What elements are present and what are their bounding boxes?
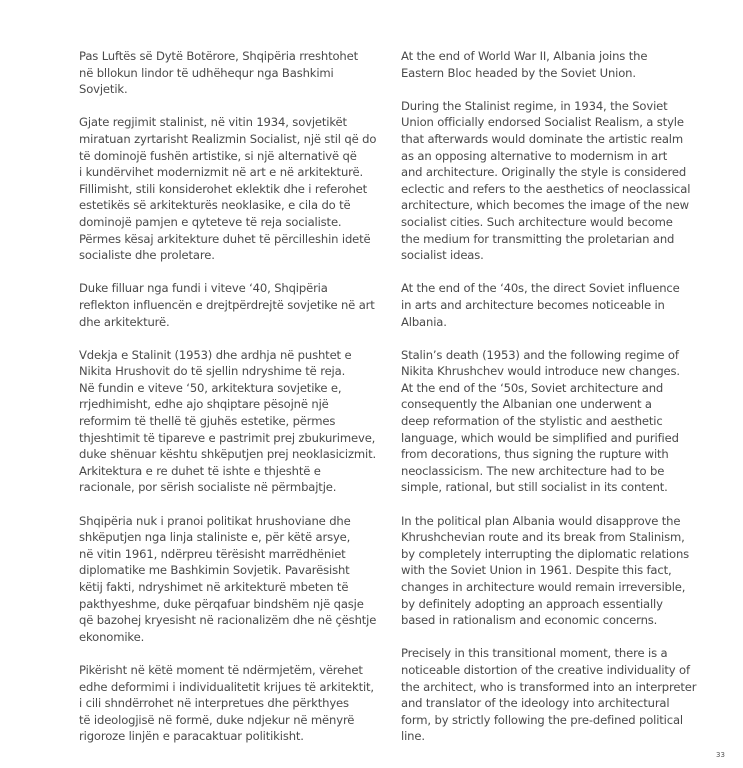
text-line: Në fundin e viteve ‘50, arkitektura sovjetike e, (79, 380, 342, 395)
text-line: simple, rational, but still socialist in its content. (401, 480, 668, 495)
text-line: the architect, who is transformed into an interpreter (401, 679, 697, 694)
text-line: consequently the Albanian one underwent a (401, 397, 652, 412)
text-line: Fillimisht, stili konsiderohet eklektik dhe i referohet (79, 181, 368, 196)
text-line: shkëputjen nga linja staliniste e, për këtë arsye, (79, 530, 351, 545)
paragraph (401, 645, 731, 745)
text-line: socialiste dhe proletare. (79, 248, 215, 263)
text-line: Precisely in this transitional moment, there is a (401, 646, 668, 661)
text-line: At the end of World War II, Albania joins the (401, 49, 648, 63)
text-line: Arkitektura e re duhet të ishte e thjeshtë e (79, 463, 321, 478)
text-line: racionale, por sërish socialiste në përmbajtje. (79, 480, 337, 495)
text-line: Shqipëria nuk i pranoi politikat hrushoviane dhe (79, 513, 351, 528)
text-line: as an opposing alternative to modernism in art (401, 148, 668, 163)
text-line: miratuan zyrtarisht Realizmin Socialist, një stil që do (79, 131, 377, 146)
text-line: Union officially endorsed Socialist Realism, a style (401, 115, 684, 130)
text-line: estetikës së arkitekturës neoklasike, e cila do të (79, 198, 351, 213)
paragraph (79, 280, 379, 330)
text-line: reflekton influencën e drejtpërdrejtë sovjetike në art (79, 297, 375, 312)
text-line: deep reformation of the stylistic and aesthetic (401, 414, 663, 429)
paragraph (79, 114, 379, 263)
text-line: thjeshtimit të tipareve e pastrimit prej zbukurimeve, (79, 430, 376, 445)
text-line: Përmes kësaj arkitekture duhet të përcilleshin idetë (79, 231, 371, 246)
text-line: During the Stalinist regime, in 1934, the Soviet (401, 98, 668, 113)
text-line: eclectic and refers to the aesthetics of neoclassical (401, 181, 691, 196)
text-line: in arts and architecture becomes noticeable in (401, 297, 665, 312)
text-line: architecture, which becomes the image of the new (401, 198, 689, 213)
paragraph (401, 280, 731, 330)
text-line: Duke filluar nga fundi i viteve ‘40, Shqipëria (79, 281, 328, 296)
text-line: At the end of the ‘40s, the direct Soviet influence (401, 281, 680, 296)
paragraph (401, 347, 731, 496)
albanian-text-column (79, 48, 379, 762)
text-line: që bazohej kryesisht në racionalizëm dhe në çështje (79, 613, 377, 628)
text-line: të ideologjisë në formë, duke ndjekur në mënyrë (79, 712, 355, 727)
text-line: noticeable distortion of the creative individuality of (401, 662, 690, 677)
text-line: and architecture. Originally the style is considered (401, 165, 687, 180)
text-line: socialist cities. Such architecture would become (401, 214, 673, 229)
text-line: Khrushchevian route and its break from Stalinism, (401, 530, 685, 545)
text-line: by definitely adopting an approach essentially (401, 596, 663, 611)
text-line: changes in architecture would remain irreversible, (401, 580, 686, 594)
text-line: form, by strictly following the pre-defined political (401, 712, 684, 727)
text-line: pakthyeshme, duke përqafuar bindshëm një qasje (79, 596, 364, 611)
text-line: ekonomike. (79, 629, 145, 644)
text-line: Eastern Bloc headed by the Soviet Union. (401, 65, 636, 80)
text-line: At the end of the ‘50s, Soviet architecture and (401, 380, 664, 395)
text-line: Nikita Hrushovit do të sjellin ndryshime të reja. (79, 364, 346, 379)
text-line: socialist ideas. (401, 248, 484, 263)
text-line: i kundërvihet modernizmit në art e në arkitekturë. (79, 165, 364, 180)
text-line: language, which would be simplified and purified (401, 430, 679, 445)
text-line: Stalin’s death (1953) and the following regime of (401, 347, 679, 362)
page-number: 33 (716, 751, 725, 759)
text-line: në bllokun lindor të udhëhequr nga Bashkimi (79, 65, 334, 80)
text-line: and translator of the ideology into architectural (401, 696, 670, 711)
text-line: Albania. (401, 314, 447, 329)
paragraph (401, 513, 731, 629)
text-line: with the Soviet Union in 1961. Despite this fact, (401, 563, 672, 578)
text-line: the medium for transmitting the proletarian and (401, 231, 675, 246)
paragraph (79, 513, 379, 646)
text-line: Pas Luftës së Dytë Botërore, Shqipëria rreshtohet (79, 49, 359, 63)
text-line: In the political plan Albania would disapprove the (401, 513, 681, 528)
text-line: dominojë pamjen e qyteteve të reja socialiste. (79, 214, 342, 229)
text-line: Nikita Khrushchev would introduce new changes. (401, 364, 680, 379)
text-line: në vitin 1961, ndërpreu tërësisht marrëdhëniet (79, 546, 346, 561)
text-line: Vdekja e Stalinit (1953) dhe ardhja në pushtet e (79, 347, 352, 362)
english-text-column (401, 48, 731, 762)
text-line: from decorations, thus signing the rupture with (401, 447, 669, 462)
paragraph (401, 48, 731, 81)
text-line: diplomatike me Bashkimin Sovjetik. Pavarësisht (79, 563, 350, 578)
text-line: based in rationalism and economic concerns. (401, 613, 658, 628)
paragraph (79, 347, 379, 496)
paragraph (79, 662, 379, 745)
text-line: duke shënuar kështu shkëputjen prej neoklasicizmit. (79, 447, 377, 462)
text-line: by completely interrupting the diplomatic relations (401, 546, 690, 561)
paragraph (401, 98, 731, 264)
text-line: dhe arkitekturë. (79, 314, 170, 329)
text-line: Sovjetik. (79, 82, 128, 97)
paragraph (79, 48, 379, 98)
text-line: line. (401, 729, 425, 744)
text-line: këtij fakti, ndryshimet në arkitekturë mbeten të (79, 580, 349, 594)
text-line: Gjate regjimit stalinist, në vitin 1934, sovjetikët (79, 115, 347, 130)
text-line: Pikërisht në këtë moment të ndërmjetëm, vërehet (79, 662, 363, 677)
text-line: reformim të thellë të gjuhës estetike, përmes (79, 414, 336, 429)
text-line: edhe deformimi i individualitetit krijues të arkitektit, (79, 679, 374, 694)
text-line: të dominojë fushën artistike, si një alternativë që (79, 148, 357, 163)
text-line: rrjedhimisht, edhe ajo shqiptare pësojnë një (79, 397, 329, 412)
text-line: neoclassicism. The new architecture had to be (401, 463, 665, 478)
text-line: rigoroze linjën e paracaktuar politikisht. (79, 729, 304, 744)
text-line: i cili shndërrohet në interpretues dhe përkthyes (79, 696, 349, 711)
text-line: that afterwards would dominate the artistic realm (401, 131, 683, 146)
